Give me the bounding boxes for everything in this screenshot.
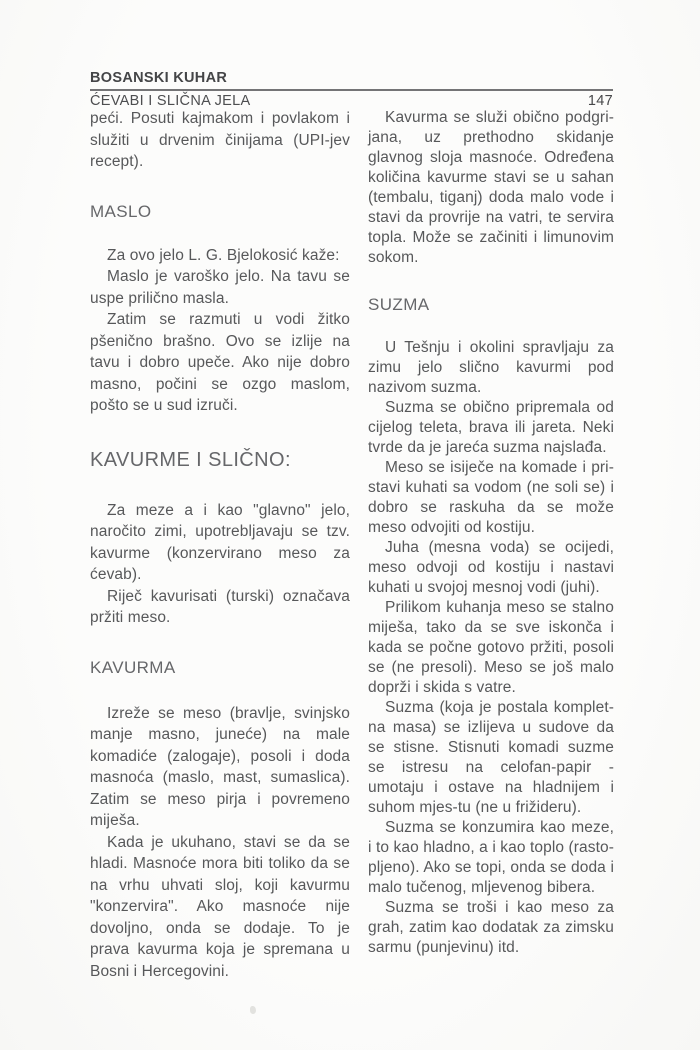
paragraph-kavurma-serving: Kavurma se služi obično podgri-jana, uz prethodno skidanje glavnog sloja masnoće. Određena količina kavurme stavi se u sahan (tembalu, tiganj) doda malo vode i stavi da provrije na vatri, te servira topla. Može se začiniti i limunovim sokom. (368, 109, 614, 266)
right-column (368, 108, 614, 958)
paragraph-suzma-1: U Tešnju i okolini spravljaju za zimu jelo slično kavurmi pod nazivom suzma. (368, 339, 614, 396)
paragraph-suzma-3: Meso se isiječe na komade i pri-stavi kuhati sa vodom (ne soli se) i dobro se raskuha da se može meso odvojiti od kostiju. (368, 459, 614, 536)
paragraph-kavurme-2: Riječ kavurisati (turski) označava pržiti meso. (90, 587, 350, 626)
paragraph-kavurma-2: Kada je ukuhano, stavi se da se hladi. Masnoće mora biti toliko da se na vrhu uhvati sloj, koji kavurmu "konzervira". Ako masnoće nije dovoljno, onda se dodaje. To je prava kavurma koja je spremana u Bosni i Hercegovini. (90, 833, 350, 980)
page-header (90, 70, 613, 109)
paragraph-kavurme-1: Za meze a i kao "glavno" jelo, naročito zimi, upotrebljavaju se tzv. kavurme (konzervirano meso za ćevab). (90, 501, 350, 583)
chapter-title: ĆEVABI I SLIČNA JELA (90, 93, 251, 109)
paragraph-suzma-2: Suzma se obično pripremala od cijelog teleta, brava ili jareta. Neki tvrde da je jareća suzma najslađa. (368, 399, 614, 456)
section-heading-kavurme-i-slicno: KAVURME I SLIČNO: (90, 448, 291, 471)
paragraph-kavurma-1: Izreže se meso (bravlje, svinjsko manje masno, juneće) na male komadiće (zalogaje), posoli i doda masnoća (maslo, mast, sumaslica). Zatim se meso pirja i povremeno miješa. (90, 704, 350, 829)
paragraph-suzma-7: Suzma se konzumira kao meze, i to kao hladno, a i kao toplo (rasto-pljeno). Ako se topi, onda se doda i malo tučenog, mljevenog bibera. (368, 819, 614, 896)
header-rule (90, 89, 613, 91)
paragraph-suzma-8: Suzma se troši i kao meso za grah, zatim kao dodatak za zimsku sarmu (punjevinu) itd. (368, 899, 614, 956)
section-heading-maslo: MASLO (90, 201, 152, 221)
paragraph-suzma-6: Suzma (koja je postala komplet-na masa) se izlijeva u sudove da se stisne. Stisnuti komadi suzme se istresu na celofan-papir - umotaju i ostave na hladnijem i suhom mjes-tu (ne u frižideru). (368, 699, 614, 816)
paragraph-maslo-2: Maslo je varoško jelo. Na tavu se uspe prilično masla. (90, 268, 350, 307)
section-heading-suzma: SUZMA (368, 295, 430, 314)
left-column (90, 108, 350, 982)
paragraph-intro-continuation: peći. Posuti kajmakom i povlakom i služiti u drvenim činijama (UPI-jev recept). (90, 110, 350, 170)
running-head (90, 93, 613, 109)
paragraph-maslo-3: Zatim se razmuti u vodi žitko pšenično brašno. Ovo se izlije na tavu i dobro upeče. Ako nije dobro masno, počini se ozgo maslom, pošto se u sud izruči. (90, 311, 350, 414)
section-heading-kavurma: KAVURMA (90, 657, 176, 677)
book-title: BOSANSKI KUHAR (90, 70, 228, 86)
paragraph-suzma-5: Prilikom kuhanja meso se stalno miješa, tako da se sve iskonča i kada se počne gotovo pržiti, posoli se (ne presoli). Meso se još malo doprži i skida s vatre. (368, 599, 614, 696)
paragraph-maslo-1: Za ovo jelo L. G. Bjelokosić kaže: (107, 246, 340, 264)
page-number: 147 (587, 93, 613, 109)
paragraph-suzma-4: Juha (mesna voda) se ocijedi, meso odvoji od kostiju i nastavi kuhati u svojoj mesnoj vodi (juhi). (368, 539, 614, 596)
scan-speck (250, 1006, 256, 1014)
